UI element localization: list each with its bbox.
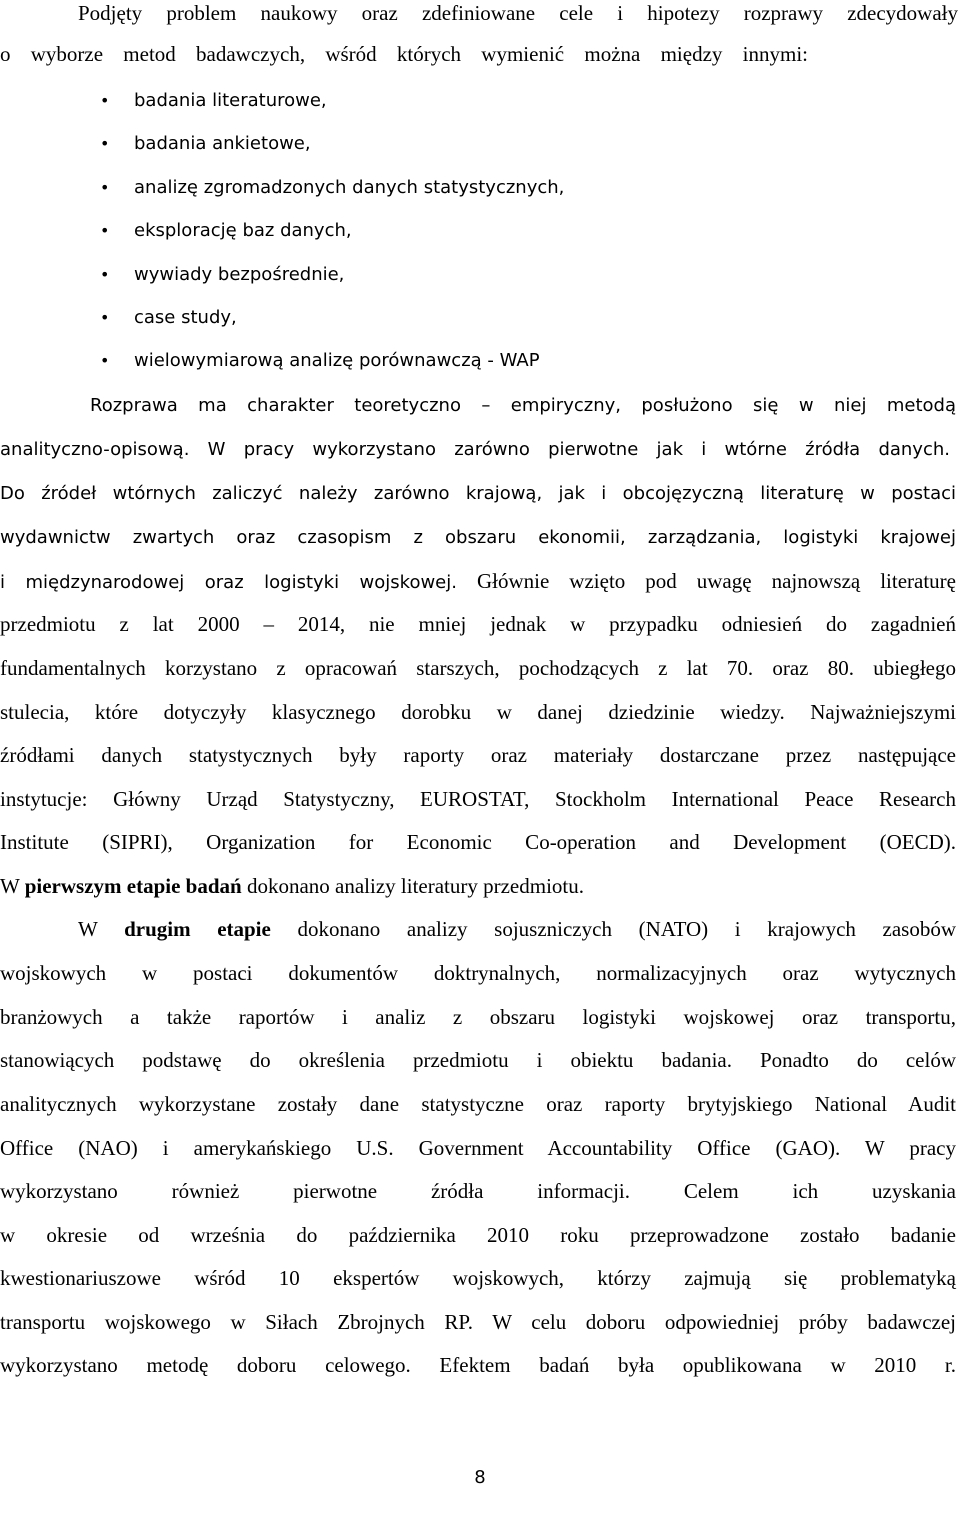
bullet-icon: • bbox=[100, 134, 110, 153]
paragraph-1-line-12-end: dokonano analizy literatury przedmiotu. bbox=[241, 874, 585, 898]
paragraph-2-line-1 bbox=[78, 916, 956, 942]
paragraph-1-line-11: Institute (SIPRI), Organization for Economic Co-operation and Development (OECD). bbox=[0, 830, 956, 854]
list-item-text: analizę zgromadzonych danych statystycznych, bbox=[134, 177, 565, 198]
bullet-icon: • bbox=[100, 178, 110, 197]
bullet-icon: • bbox=[100, 91, 110, 110]
paragraph-1-line-6: przedmiotu z lat 2000 – 2014, nie mniej jednak w przypadku odniesień do zagadnień bbox=[0, 612, 956, 636]
paragraph-2-line-1-start: W bbox=[78, 917, 125, 941]
paragraph-2-line-3: branżowych a także raportów i analiz z obszaru logistyki wojskowej oraz transportu, bbox=[0, 1005, 956, 1029]
bullet-icon: • bbox=[100, 351, 110, 370]
paragraph-1-line-8 bbox=[0, 699, 956, 725]
paragraph-2-line-11: wykorzystano metodę doboru celowego. Efektem badań była opublikowana w 2010 r. bbox=[0, 1353, 956, 1377]
paragraph-2-line-4: stanowiących podstawę do określenia przedmiotu i obiektu badania. Ponadto do celów bbox=[0, 1048, 956, 1072]
paragraph-2-line-10: transportu wojskowego w Siłach Zbrojnych RP. W celu doboru odpowiedniej próby badawczej bbox=[0, 1310, 956, 1334]
bullet-icon: • bbox=[100, 308, 110, 327]
paragraph-1-line-5-start: i międzynarodowej oraz logistyki wojskowej. bbox=[0, 572, 457, 593]
intro-line-1: Podjęty problem naukowy oraz zdefiniowane cele i hipotezy rozprawy zdecydowały bbox=[78, 1, 958, 25]
list-item-text: case study, bbox=[134, 307, 237, 328]
paragraph-1-line-1: Rozprawa ma charakter teoretyczno – empiryczny, posłużono się w niej metodą bbox=[90, 395, 956, 416]
list-item-text: wielowymiarową analizę porównawczą - WAP bbox=[134, 350, 540, 371]
paragraph-1-line-4: wydawnictw zwartych oraz czasopism z obszaru ekonomii, zarządzania, logistyki krajowej bbox=[0, 527, 956, 548]
paragraph-1-line-12-start: W bbox=[0, 874, 25, 898]
paragraph-1-line-8-start: stulecia, które dotyczyły klasycznego dorobku w danej dziedzinie wiedzy. bbox=[0, 700, 785, 724]
paragraph-1-line-5 bbox=[0, 568, 956, 594]
bullet-icon: • bbox=[100, 265, 110, 284]
paragraph-2-line-9: kwestionariuszowe wśród 10 ekspertów wojskowych, którzy zajmują się problematyką bbox=[0, 1266, 956, 1290]
list-item-text: badania literaturowe, bbox=[134, 90, 327, 111]
paragraph-1-line-9: źródłami danych statystycznych były raporty oraz materiały dostarczane przez następujące bbox=[0, 743, 956, 767]
bullet-icon: • bbox=[100, 221, 110, 240]
paragraph-2-line-7: wykorzystano również pierwotne źródła informacji. Celem ich uzyskania bbox=[0, 1179, 956, 1203]
intro-line-2: o wyborze metod badawczych, wśród których wymienić można między innymi: bbox=[0, 42, 808, 66]
paragraph-1-line-7: fundamentalnych korzystano z opracowań starszych, pochodzących z lat 70. oraz 80. ubiegłego bbox=[0, 656, 956, 680]
paragraph-2-line-6: Office (NAO) i amerykańskiego U.S. Government Accountability Office (GAO). W pracy bbox=[0, 1136, 956, 1160]
paragraph-1-line-12 bbox=[0, 873, 958, 899]
first-stage-label: pierwszym etapie badań bbox=[24, 874, 242, 898]
paragraph-1-line-8-end: Najważniejszymi bbox=[784, 700, 956, 724]
second-stage-label: drugim etapie bbox=[124, 917, 271, 941]
paragraph-1-line-10: instytucje: Główny Urząd Statystyczny, EUROSTAT, Stockholm International Peace Research bbox=[0, 787, 956, 811]
paragraph-2-line-2: wojskowych w postaci dokumentów doktrynalnych, normalizacyjnych oraz wytycznych bbox=[0, 961, 956, 985]
list-item-text: wywiady bezpośrednie, bbox=[134, 264, 345, 285]
paragraph-2-line-1-end: dokonano analizy sojuszniczych (NATO) i krajowych zasobów bbox=[270, 917, 956, 941]
paragraph-1-line-2: analityczno-opisową. W pracy wykorzystano zarówno pierwotne jak i wtórne źródła danych. bbox=[0, 439, 950, 460]
list-item-text: badania ankietowe, bbox=[134, 133, 311, 154]
list-item-text: eksplorację baz danych, bbox=[134, 220, 352, 241]
paragraph-2-line-8: w okresie od września do października 2010 roku przeprowadzone zostało badanie bbox=[0, 1223, 956, 1247]
paragraph-2-line-5: analitycznych wykorzystane zostały dane statystyczne oraz raporty brytyjskiego National Audit bbox=[0, 1092, 956, 1116]
paragraph-1-line-5-end: Głównie wzięto pod uwagę najnowszą literaturę bbox=[456, 569, 956, 593]
paragraph-1-line-3: Do źródeł wtórnych zaliczyć należy zarówno krajową, jak i obcojęzyczną literaturę w postaci bbox=[0, 483, 956, 504]
page-number: 8 bbox=[474, 1467, 486, 1488]
